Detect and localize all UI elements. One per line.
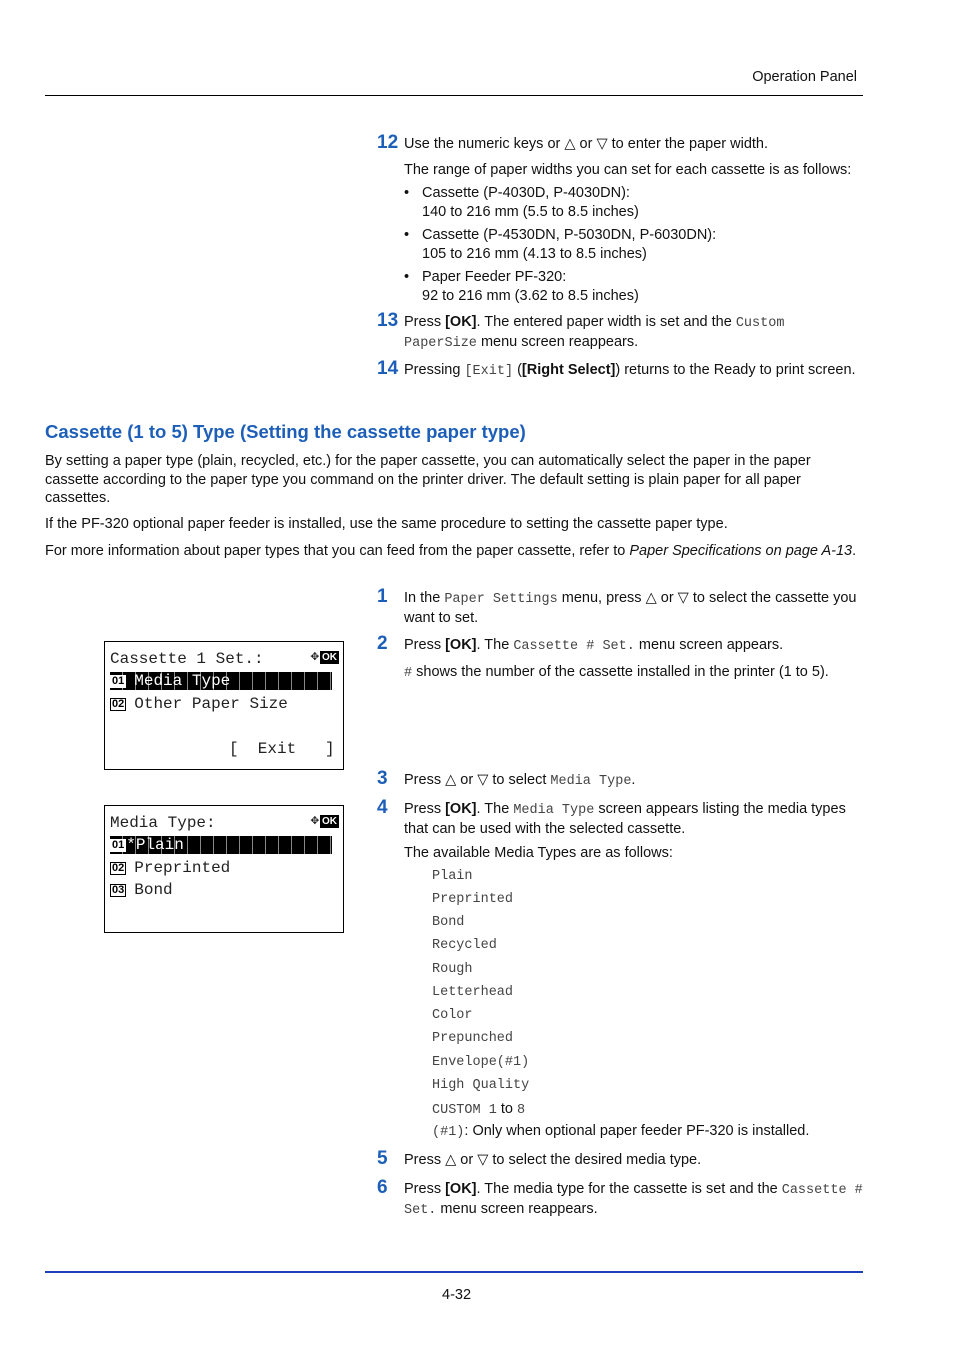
- media-type-item: High Quality: [432, 1078, 530, 1093]
- lcd-menu-item-selected[interactable]: 01 Media Type: [110, 672, 332, 690]
- step-note: # shows the number of the cassette installed in the printer (1 to 5).: [404, 664, 829, 681]
- section-heading: Cassette (1 to 5) Type (Setting the cassette paper type): [45, 421, 526, 442]
- four-way-arrow-icon: ✥: [310, 649, 319, 665]
- step-text: Use the numeric keys or △ or ▽ to enter the paper width.: [404, 136, 769, 152]
- bullet-item: • Cassette (P-4030D, P-4030DN): 140 to 216 mm (5.5 to 8.5 inches): [404, 185, 639, 220]
- media-type-item: Color: [432, 1008, 473, 1023]
- lcd-cassette-set: [104, 641, 344, 770]
- cross-reference-link[interactable]: Paper Specifications on page A-13: [629, 543, 853, 559]
- step-number: 3: [377, 768, 388, 789]
- media-type-custom: CUSTOM 1 to 8: [432, 1101, 526, 1118]
- step-text: Press △ or ▽ to select the desired media type.: [404, 1152, 702, 1168]
- lcd-exit-softkey[interactable]: [ Exit ]: [229, 740, 335, 758]
- step-text: The range of paper widths you can set for each cassette is as follows:: [404, 162, 852, 178]
- four-way-arrow-icon: ✥: [310, 813, 319, 829]
- step-text: In the Paper Settings menu, press △ or ▽ to select the cassette you want to set.: [404, 590, 857, 626]
- step-number: 13: [377, 310, 399, 331]
- ok-icon: OK: [322, 652, 337, 663]
- bullet-item: • Cassette (P-4530DN, P-5030DN, P-6030DN): 105 to 216 mm (4.13 to 8.5 inches): [404, 227, 717, 262]
- lcd-menu-item[interactable]: 02 Preprinted: [112, 859, 231, 877]
- lcd-title: Cassette 1 Set.:: [110, 650, 264, 668]
- lcd-title: Media Type:: [110, 814, 216, 832]
- header-rule: [45, 95, 863, 96]
- step-number: 12: [377, 132, 399, 153]
- page-number: 4-32: [442, 1287, 472, 1303]
- media-type-item: Plain: [432, 869, 473, 884]
- lcd-media-type: [104, 805, 344, 933]
- step-number: 1: [377, 586, 388, 607]
- step-number: 2: [377, 633, 388, 654]
- lcd-menu-item-selected[interactable]: 01 *Plain: [110, 836, 332, 854]
- step-number: 6: [377, 1177, 388, 1198]
- media-type-note: (#1): Only when optional paper feeder PF-320 is installed.: [432, 1123, 810, 1140]
- step-number: 5: [377, 1148, 388, 1169]
- step-text: Press △ or ▽ to select Media Type.: [404, 772, 636, 789]
- footer-rule: [45, 1271, 863, 1273]
- media-type-item: Prepunched: [432, 1031, 514, 1046]
- paragraph: For more information about paper types that you can feed from the paper cassette, refer to Paper Specifications on page A-13.: [45, 543, 857, 559]
- bullet-item: • Paper Feeder PF-320: 92 to 216 mm (3.62 to 8.5 inches): [404, 269, 639, 304]
- step-number: 14: [377, 358, 399, 379]
- media-type-item: Preprinted: [432, 892, 514, 907]
- media-type-item: Letterhead: [432, 985, 514, 1000]
- media-type-item: Rough: [432, 962, 473, 977]
- step-text: Press [OK]. The Cassette # Set. menu screen appears.: [404, 637, 784, 654]
- step-text: The available Media Types are as follows:: [404, 845, 673, 861]
- paragraph: By setting a paper type (plain, recycled, etc.) for the paper cassette, you can automatically select the paper in the paper cassette according to the paper type you command on the printer driver. The default setting is plain paper for all paper cassettes.: [45, 453, 811, 506]
- media-type-item: Envelope(#1): [432, 1055, 530, 1070]
- step-text: Press [OK]. The media type for the cassette is set and the Cassette # Set. menu screen reappears.: [404, 1181, 863, 1218]
- step-text: Press [OK]. The Media Type screen appears listing the media types that can be used with the selected cassette.: [404, 801, 846, 837]
- step-text: Press [OK]. The entered paper width is set and the Custom PaperSize menu screen reappears.: [404, 314, 785, 351]
- media-type-item: Recycled: [432, 938, 497, 953]
- paragraph: If the PF-320 optional paper feeder is installed, use the same procedure to setting the cassette paper type.: [45, 516, 728, 532]
- header-title: Operation Panel: [752, 69, 857, 85]
- step-text: Pressing [Exit] ([Right Select]) returns to the Ready to print screen.: [404, 362, 856, 379]
- ok-icon: OK: [322, 816, 337, 827]
- media-type-item: Bond: [432, 915, 465, 930]
- step-number: 4: [377, 797, 388, 818]
- lcd-menu-item[interactable]: 02 Other Paper Size: [112, 695, 288, 713]
- lcd-menu-item[interactable]: 03 Bond: [112, 881, 173, 899]
